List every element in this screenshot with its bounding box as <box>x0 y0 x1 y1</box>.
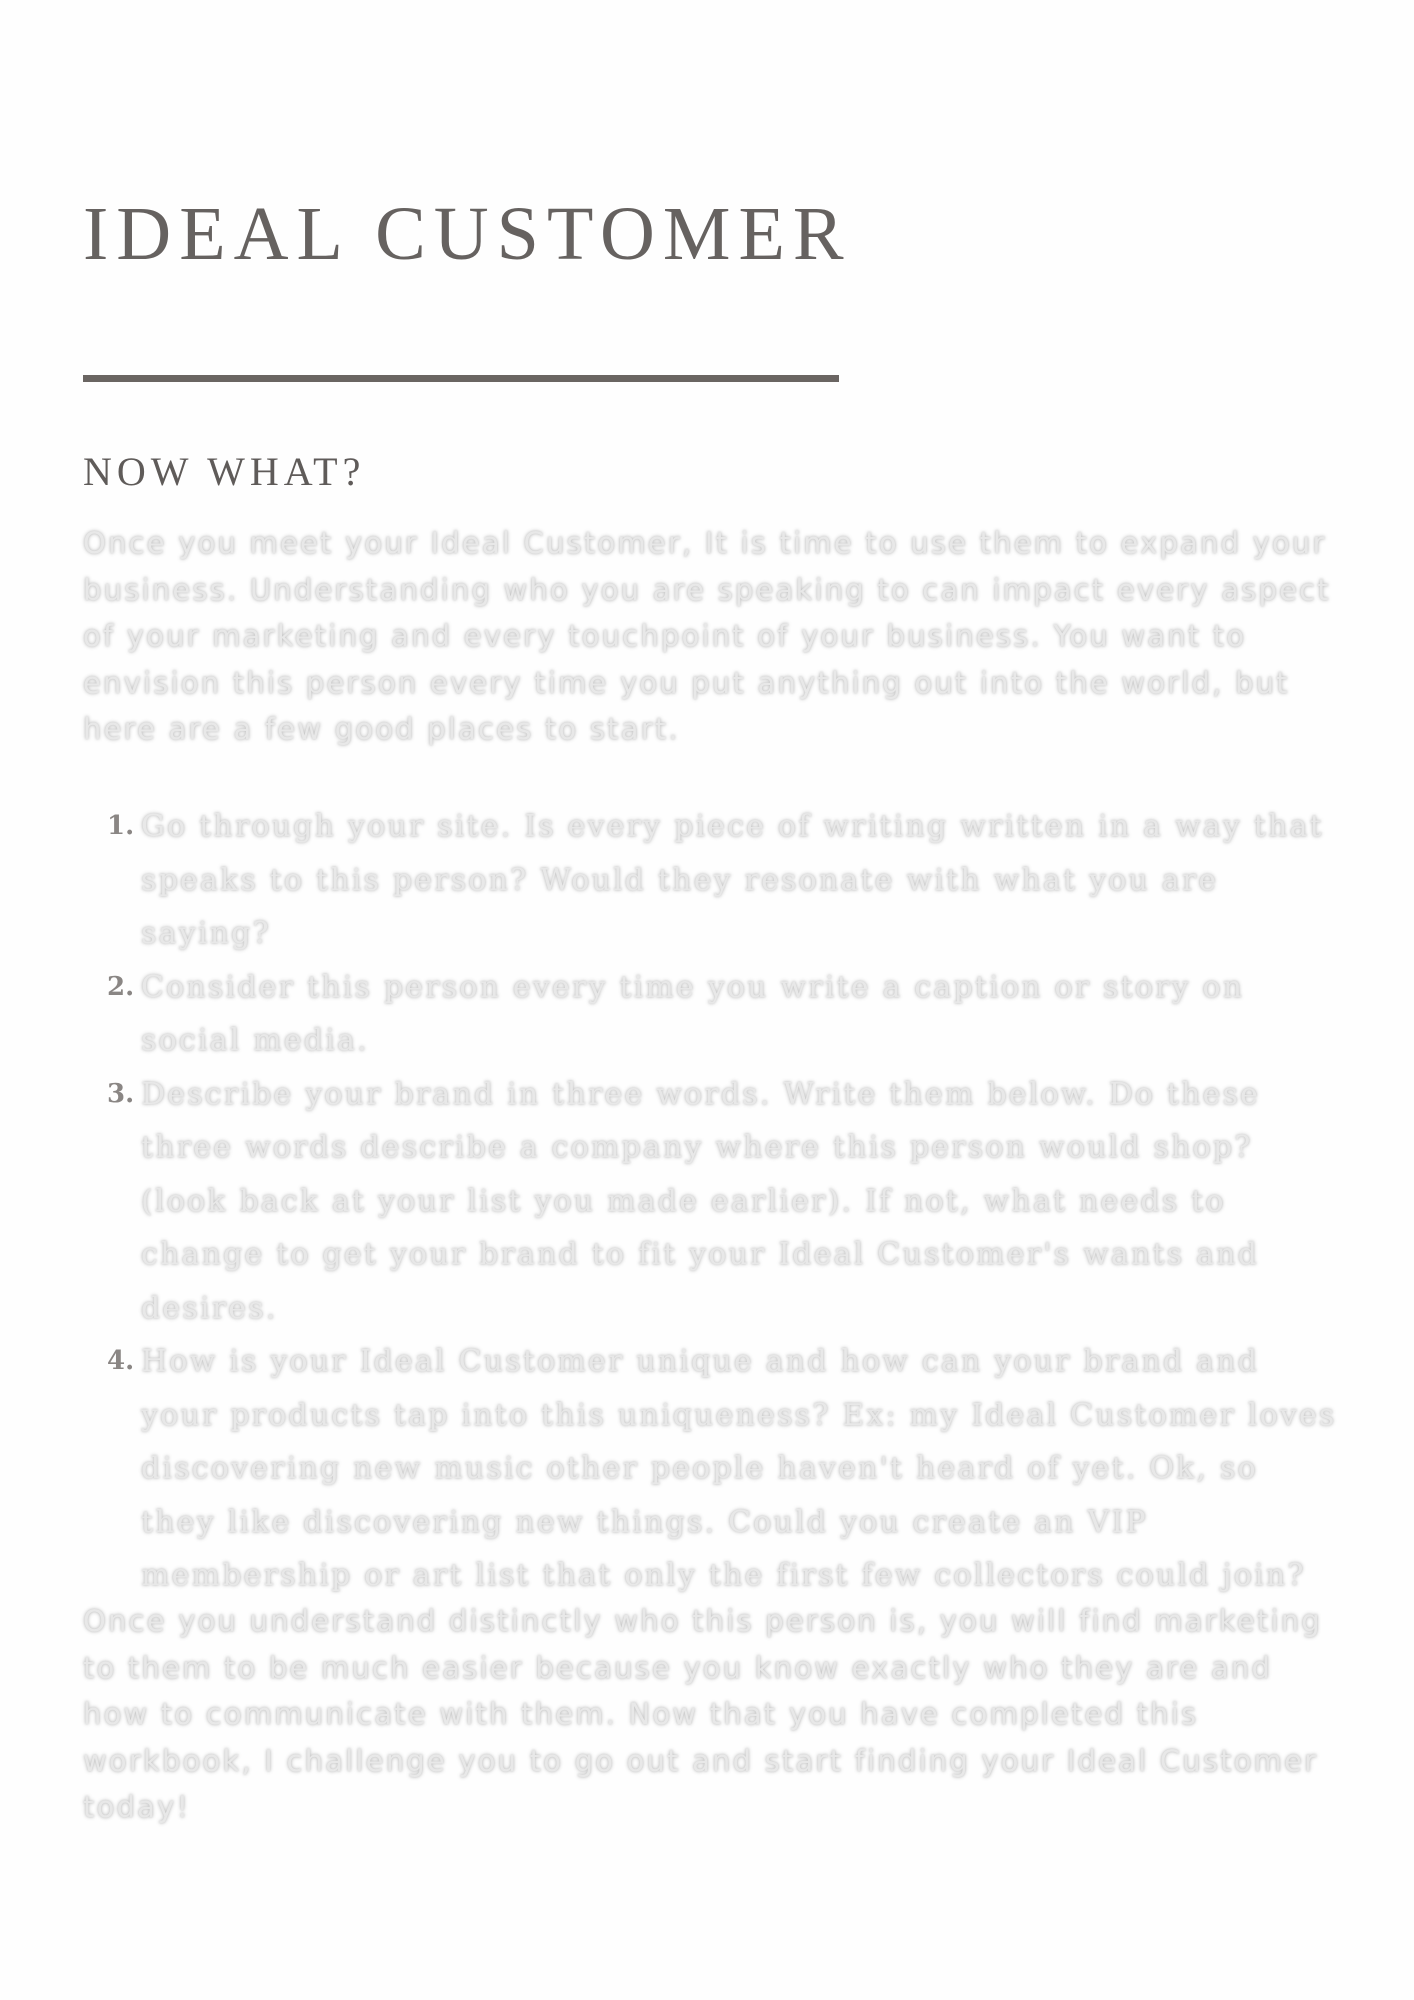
list-item <box>83 1335 1343 1603</box>
list-item <box>83 961 1343 1068</box>
title-divider <box>83 375 839 382</box>
section-heading: NOW WHAT? <box>83 449 366 494</box>
step-number: 4. <box>107 1346 135 1376</box>
step-text: Go through your site. Is every piece of writing written in a way that speaks to this person? Would they resonate with what you are saying? <box>141 809 1324 951</box>
step-number: 3. <box>107 1078 135 1109</box>
step-text: How is your Ideal Customer unique and how can your brand and your products tap into this uniqueness? Ex: my Ideal Customer loves discovering new music other people haven't heard of yet. Ok, so they like discovering new things. Could you create an VIP membership or art list that only the first few collectors could join? <box>141 1344 1337 1593</box>
list-item <box>83 1068 1343 1336</box>
page-title: IDEAL CUSTOMER <box>83 192 852 276</box>
list-item <box>83 800 1343 961</box>
intro-paragraph: Once you meet your Ideal Customer, It is time to use them to expand your business. Understanding who you are speaking to can impact every aspect of your marketing and every touchpoint of your business. You want to envision this person every time you put anything out into the world, but here are a few good places to start. <box>83 526 1331 746</box>
step-number: 1. <box>107 811 135 841</box>
step-number: 2. <box>107 971 135 1002</box>
closing-paragraph: Once you understand distinctly who this person is, you will find marketing to them to be much easier because you know exactly who they are and how to communicate with them. Now that you have completed this workbook, I challenge you to go out and start finding your Ideal Customer today! <box>83 1604 1322 1824</box>
step-text: Consider this person every time you write a caption or story on social media. <box>141 969 1245 1058</box>
step-text: Describe your brand in three words. Write them below. Do these three words describe a company where this person would shop? (look back at your list you made earlier). If not, what needs to change to get your brand to fit your Ideal Customer's wants and desires. <box>141 1076 1261 1326</box>
steps-list <box>83 800 1343 1603</box>
